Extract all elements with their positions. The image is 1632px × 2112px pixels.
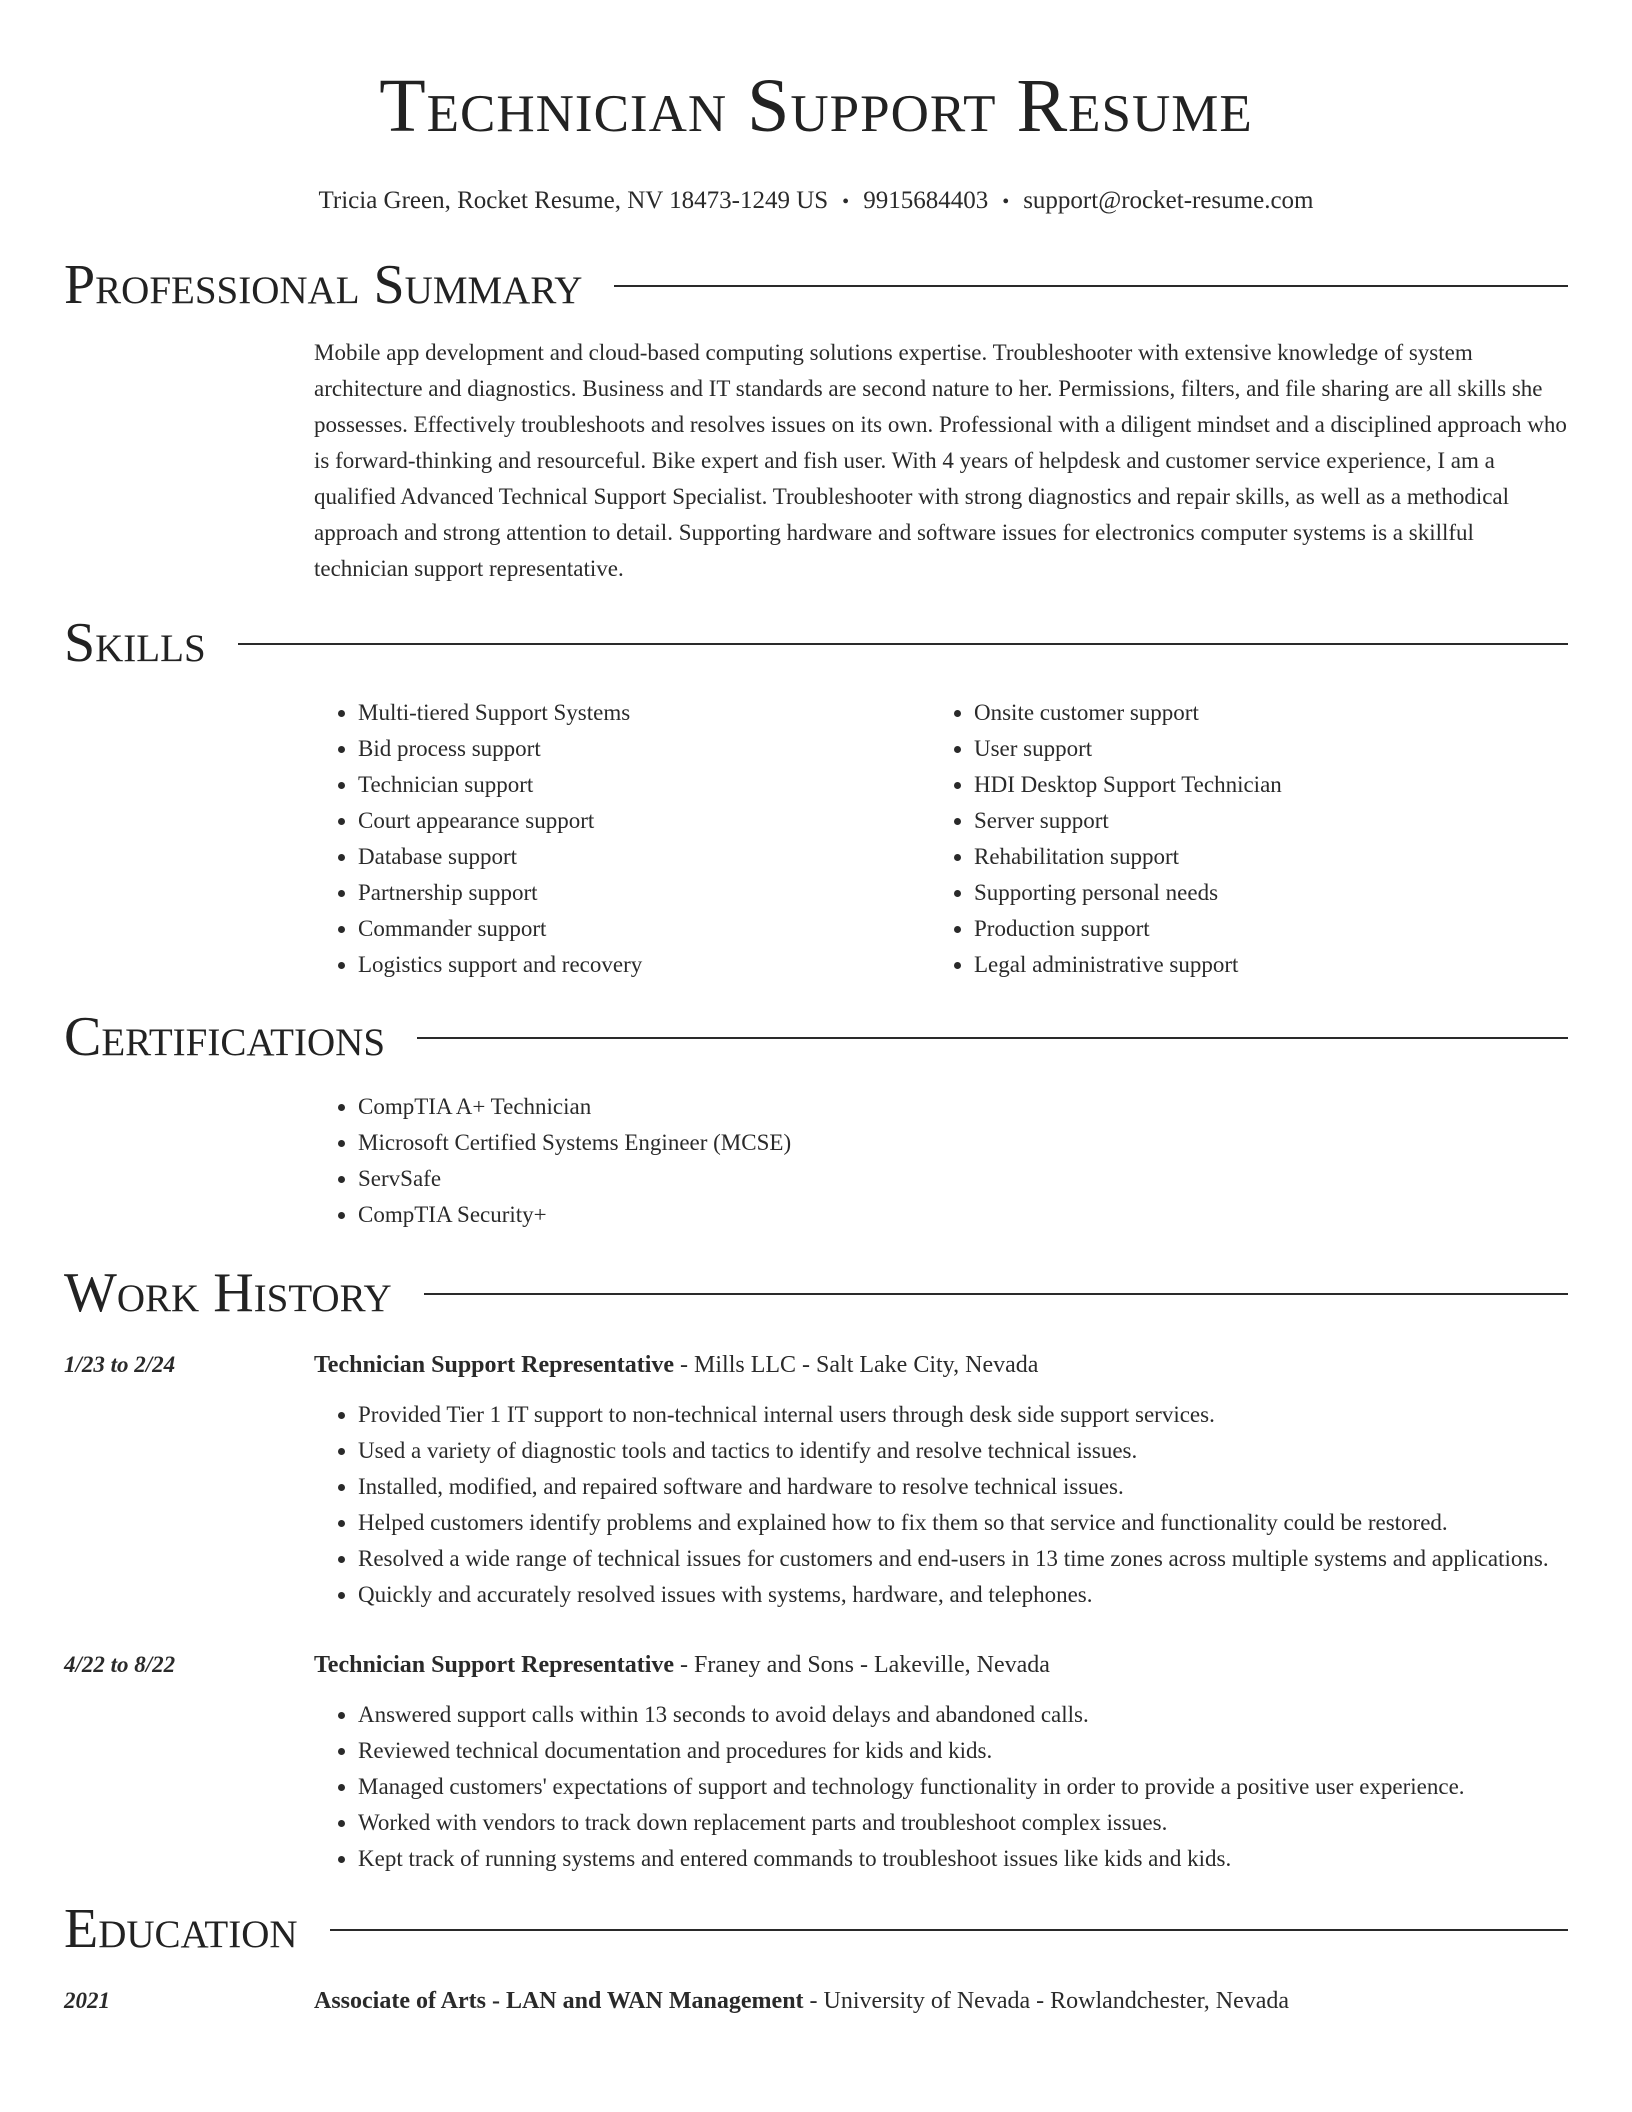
section-divider [424,1293,1568,1295]
job-heading [314,1347,1568,1383]
section-title-summary: Professional Summary [64,254,583,316]
job-bullet: • Reviewed technical documentation and procedures for kids and kids. [358,1733,1568,1769]
job-bullet: • Worked with vendors to track down replacement parts and troubleshoot complex issues. [358,1805,1568,1841]
job-title: Technician Support Representative [314,1352,675,1378]
skill-item: • Rehabilitation support [974,839,1546,875]
certification-item: • CompTIA Security+ [358,1197,1568,1233]
section-header-education [64,1899,1568,1959]
education-degree: Associate of Arts - LAN and WAN Management [314,1988,804,2014]
contact-line [64,186,1568,217]
skills-column-right [930,695,1546,983]
education-entry [64,1983,1568,2019]
education-heading [314,1983,1568,2019]
contact-email: support@rocket-resume.com [1023,187,1314,214]
summary-text: Mobile app development and cloud-based computing solutions expertise. Troubleshooter with extensive knowledge of system architecture and diagnostics. Business and IT standards are second nature to her. Permissions, filters, and file sharing are all skills she possesses. Effectively troubleshoots and resolves issues on its own. Professional with a diligent mindset and a disciplined approach who is forward-thinking and resourceful. Bike expert and fish user. With 4 years of helpdesk and customer service experience, I am a qualified Advanced Technical Support Specialist. Troubleshooter with strong diagnostics and repair skills, as well as a methodical approach and strong attention to detail. Supporting hardware and software issues for electronics computer systems is a skillful technician support representative. [314,340,1567,581]
job-date: 4/22 to 8/22 [64,1652,176,1677]
skills-column-left [314,695,930,983]
job-bullet: • Provided Tier 1 IT support to non-technical internal users through desk side support services. [358,1397,1568,1433]
skill-item: • Logistics support and recovery [358,947,930,983]
skill-item: • Server support [974,803,1546,839]
bullet-separator: • [842,191,850,213]
section-title-work-history: Work History [64,1262,392,1324]
skill-item: • Database support [358,839,930,875]
job-bullet: • Quickly and accurately resolved issues with systems, hardware, and telephones. [358,1577,1568,1613]
certifications-list [314,1089,1568,1233]
skill-item: • Court appearance support [358,803,930,839]
job-bullet: • Answered support calls within 13 seconds to avoid delays and abandoned calls. [358,1697,1568,1733]
job-entry [64,1647,1568,1877]
job-bullet: • Installed, modified, and repaired software and hardware to resolve technical issues. [358,1469,1568,1505]
contact-address: Tricia Green, Rocket Resume, NV 18473-1249 US [318,187,829,214]
job-heading [314,1647,1568,1683]
job-info [314,1347,1568,1613]
section-header-work-history [64,1263,1568,1323]
job-bullet: • Managed customers' expectations of support and technology functionality in order to provide a positive user experience. [358,1769,1568,1805]
job-bullet: • Kept track of running systems and entered commands to troubleshoot issues like kids and kids. [358,1841,1568,1877]
job-entry [64,1347,1568,1613]
section-divider [417,1037,1568,1039]
section-title-certifications: Certifications [64,1006,386,1068]
contact-phone: 9915684403 [863,187,989,214]
job-title: Technician Support Representative [314,1652,675,1678]
skill-item: • HDI Desktop Support Technician [974,767,1546,803]
skill-item: • Production support [974,911,1546,947]
section-divider [238,643,1568,645]
skill-item: • Onsite customer support [974,695,1546,731]
skill-item: • Technician support [358,767,930,803]
job-date: 1/23 to 2/24 [64,1352,176,1377]
job-bullet: • Resolved a wide range of technical issues for customers and end-users in 13 time zones across multiple systems and applications. [358,1541,1568,1577]
section-header-skills [64,613,1568,673]
education-school-location: - University of Nevada - Rowlandchester, Nevada [803,1988,1290,2014]
skill-item: • Bid process support [358,731,930,767]
section-header-summary [64,255,1568,315]
job-bullets [314,1697,1568,1877]
certification-item: • ServSafe [358,1161,1568,1197]
bullet-separator: • [1002,191,1010,213]
education-date: 2021 [64,1988,110,2013]
page-title: Technician Support Resume [379,64,1253,148]
section-divider [330,1929,1568,1931]
skill-item: • Legal administrative support [974,947,1546,983]
job-company-location: - Mills LLC - Salt Lake City, Nevada [674,1352,1039,1378]
job-bullet: • Used a variety of diagnostic tools and tactics to identify and resolve technical issues. [358,1433,1568,1469]
skill-item: • Partnership support [358,875,930,911]
skill-item: • Commander support [358,911,930,947]
section-header-certifications [64,1007,1568,1067]
job-company-location: - Franey and Sons - Lakeville, Nevada [674,1652,1050,1678]
skills-list [314,695,1568,983]
section-title-education: Education [64,1898,298,1960]
education-info [314,1983,1568,2019]
certification-item: • CompTIA A+ Technician [358,1089,1568,1125]
skill-item: • Multi-tiered Support Systems [358,695,930,731]
job-bullet: • Helped customers identify problems and explained how to fix them so that service and functionality could be restored. [358,1505,1568,1541]
section-title-skills: Skills [64,612,206,674]
certification-item: • Microsoft Certified Systems Engineer (MCSE) [358,1125,1568,1161]
job-bullets [314,1397,1568,1613]
section-divider [614,285,1568,287]
skill-item: • Supporting personal needs [974,875,1546,911]
job-info [314,1647,1568,1877]
skill-item: • User support [974,731,1546,767]
resume-page [64,0,1568,2019]
